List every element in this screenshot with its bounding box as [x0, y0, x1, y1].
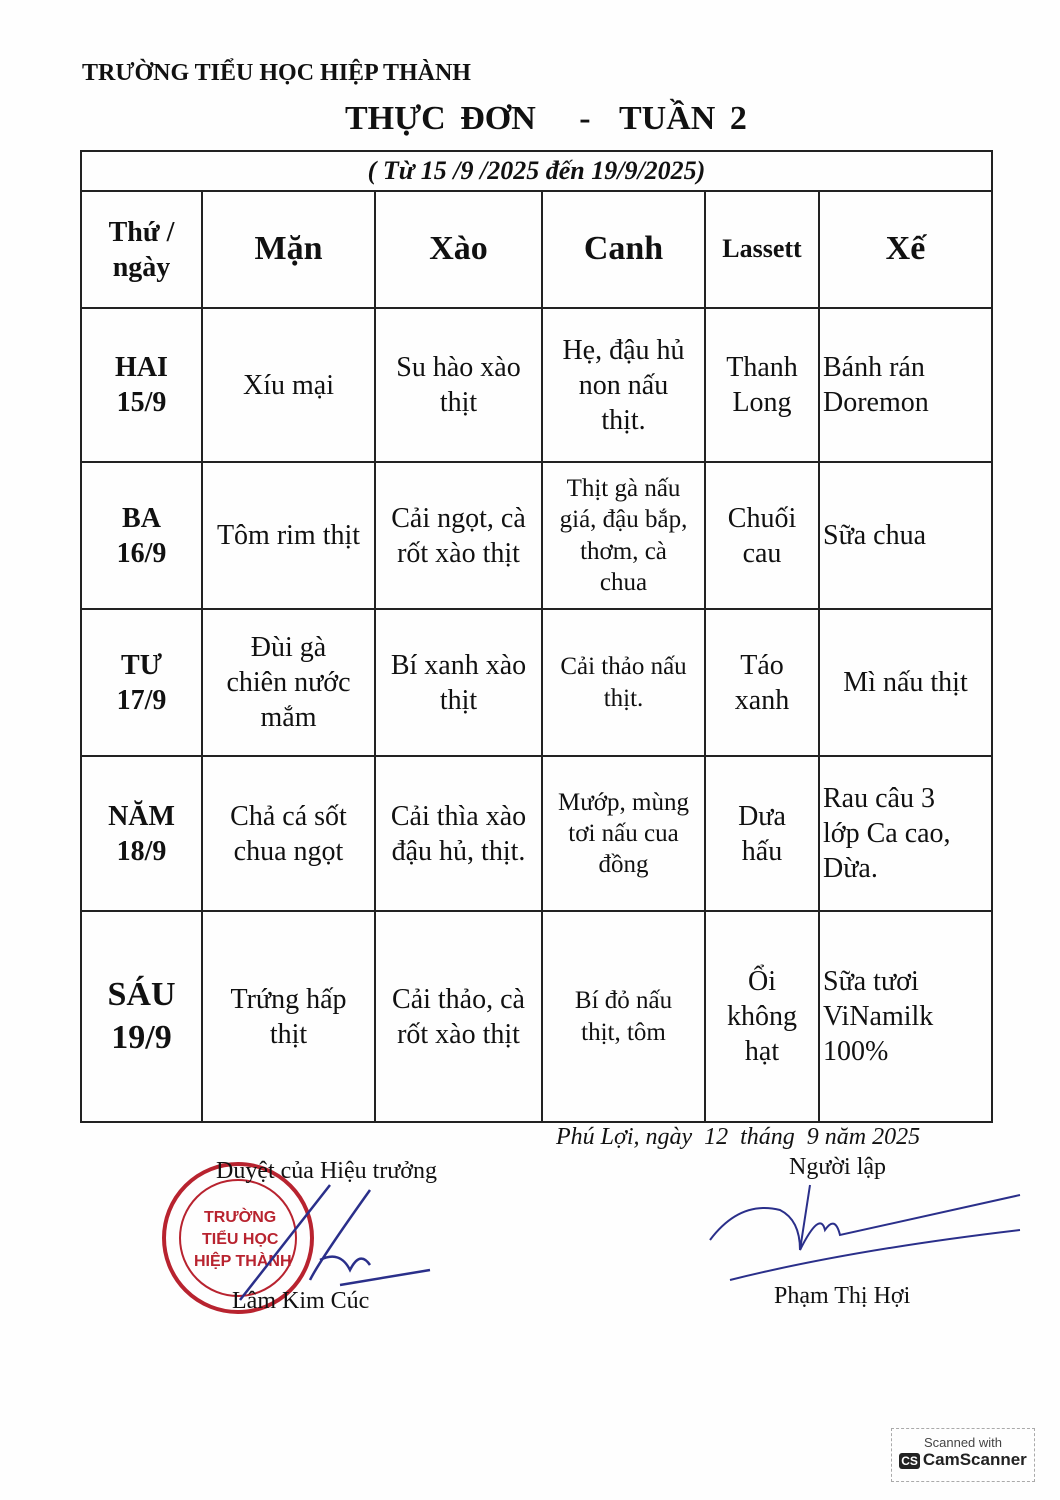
scanner-line: Scanned with [923, 1435, 1003, 1450]
xao-cell: Su hào xào thịt [375, 308, 542, 462]
header-canh: Canh [542, 191, 705, 308]
header-lassett: Lassett [705, 191, 819, 308]
canh-cell: Bí đỏ nấu thịt, tôm [542, 911, 705, 1122]
header-day: Thứ / ngày [81, 191, 202, 308]
xe-cell: Bánh rán Doremon [819, 308, 992, 462]
svg-text:HIỆP THÀNH: HIỆP THÀNH [194, 1253, 292, 1270]
man-cell: Chả cá sốt chua ngọt [202, 756, 375, 911]
canh-cell: Thịt gà nấu giá, đậu bắp, thơm, cà chua [542, 462, 705, 609]
canh-cell: Mướp, mùng tơi nấu cua đồng [542, 756, 705, 911]
date-range: ( Từ 15 /9 /2025 đến 19/9/2025) [81, 151, 992, 191]
xe-cell: Sữa tươi ViNamilk 100% [819, 911, 992, 1122]
day-cell: TƯ 17/9 [81, 609, 202, 756]
camscanner-watermark [891, 1428, 1035, 1482]
xao-cell: Bí xanh xào thịt [375, 609, 542, 756]
xe-cell: Sữa chua [819, 462, 992, 609]
place-date: Phú Lợi, ngày 12 tháng 9 năm 2025 [556, 1124, 921, 1150]
preparer-name: Phạm Thị Hợi [774, 1283, 911, 1309]
table-row [81, 308, 992, 462]
lassett-cell: Thanh Long [705, 308, 819, 462]
table-row [81, 911, 992, 1122]
menu-title: THỰC ĐƠN - TUẦN 2 [345, 100, 747, 137]
header-man: Mặn [202, 191, 375, 308]
canh-cell: Cải thảo nấu thịt. [542, 609, 705, 756]
svg-text:TIỂU HỌC: TIỂU HỌC [202, 1231, 279, 1248]
man-cell: Xíu mại [202, 308, 375, 462]
table-row [81, 609, 992, 756]
table-row [81, 462, 992, 609]
table-row [81, 756, 992, 911]
day-cell: SÁU 19/9 [81, 911, 202, 1122]
header-xao: Xào [375, 191, 542, 308]
day-cell: NĂM 18/9 [81, 756, 202, 911]
day-cell: HAI 15/9 [81, 308, 202, 462]
scanner-brand: CamScanner [922, 1450, 1027, 1469]
header-xe: Xế [819, 191, 992, 308]
approver-title: Duyệt của Hiệu trưởng [216, 1158, 437, 1184]
lassett-cell: Dưa hấu [705, 756, 819, 911]
xe-cell: Rau câu 3 lớp Ca cao, Dừa. [819, 756, 992, 911]
man-cell: Trứng hấp thịt [202, 911, 375, 1122]
lassett-cell: Táo xanh [705, 609, 819, 756]
preparer-title: Người lập [789, 1154, 887, 1180]
lassett-cell: Ổi không hạt [705, 911, 819, 1122]
camscanner-logo-icon: CS [901, 1454, 918, 1468]
xao-cell: Cải ngọt, cà rốt xào thịt [375, 462, 542, 609]
svg-text:TRƯỜNG: TRƯỜNG [204, 1209, 277, 1226]
school-name: TRƯỜNG TIỂU HỌC HIỆP THÀNH [82, 60, 471, 86]
xao-cell: Cải thảo, cà rốt xào thịt [375, 911, 542, 1122]
lassett-cell: Chuối cau [705, 462, 819, 609]
menu-table [80, 150, 993, 1123]
day-cell: BA 16/9 [81, 462, 202, 609]
canh-cell: Hẹ, đậu hủ non nấu thịt. [542, 308, 705, 462]
man-cell: Đùi gà chiên nước mắm [202, 609, 375, 756]
man-cell: Tôm rim thịt [202, 462, 375, 609]
preparer-signature [700, 1180, 1030, 1290]
xao-cell: Cải thìa xào đậu hủ, thịt. [375, 756, 542, 911]
xe-cell: Mì nấu thịt [819, 609, 992, 756]
approver-name: Lâm Kim Cúc [232, 1288, 370, 1314]
